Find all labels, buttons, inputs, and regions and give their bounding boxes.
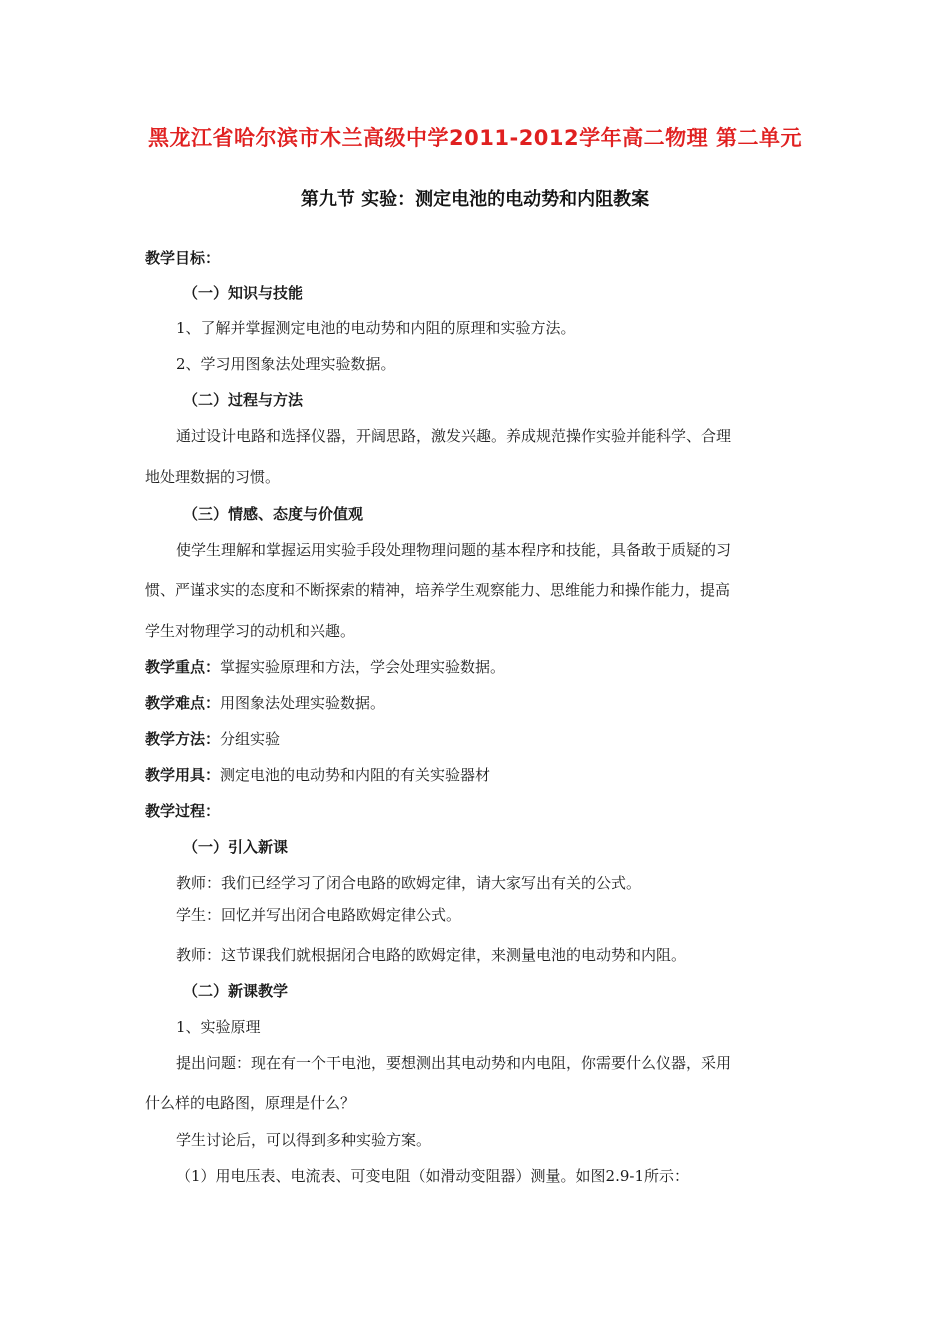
method-label: 教学方法：: [145, 730, 221, 748]
key-point-row: [145, 657, 505, 677]
goal3-text-line2: 惯、严谨求实的态度和不断探索的精神，培养学生观察能力、思维能力和操作能力，提高: [145, 581, 731, 599]
question-line2: 什么样的电路图，原理是什么？: [145, 1094, 356, 1112]
goal3-heading: （三）情感、态度与价值观: [183, 505, 364, 523]
goal3-text-line1: 使学生理解和掌握运用实验手段处理物理问题的基本程序和技能，具备敢于质疑的习: [176, 541, 732, 559]
process2-heading: （二）新课教学: [183, 982, 289, 1000]
goal3-text-line3: 学生对物理学习的动机和兴趣。: [145, 622, 356, 640]
student-line1: 学生：回忆并写出闭合电路欧姆定律公式。: [176, 906, 462, 924]
method-text: 分组实验: [220, 730, 281, 748]
process-heading: 教学过程：: [145, 802, 221, 820]
teacher-line1: 教师：我们已经学习了闭合电路的欧姆定律，请大家写出有关的公式。: [176, 874, 642, 892]
question-line1: 提出问题：现在有一个干电池，要想测出其电动势和内电阻，你需要什么仪器，采用: [176, 1054, 732, 1072]
method-row: [145, 729, 280, 749]
tools-label: 教学用具：: [145, 766, 221, 784]
principle-heading: 1、实验原理: [176, 1018, 261, 1036]
teacher-line2: 教师：这节课我们就根据闭合电路的欧姆定律，来测量电池的电动势和内阻。: [176, 946, 687, 964]
key-point-label: 教学重点：: [145, 658, 221, 676]
lesson-title: 第九节 实验：测定电池的电动势和内阻教案: [300, 189, 650, 210]
goals-heading: 教学目标：: [145, 249, 221, 267]
difficulty-text: 用图象法处理实验数据。: [220, 694, 386, 712]
scheme1-text: （1）用电压表、电流表、可变电阻（如滑动变阻器）测量。如图2.9-1所示：: [176, 1167, 690, 1185]
discussion-text: 学生讨论后，可以得到多种实验方案。: [176, 1131, 432, 1149]
goal2-text-line2: 地处理数据的习惯。: [145, 468, 281, 486]
key-point-text: 掌握实验原理和方法，学会处理实验数据。: [220, 658, 506, 676]
goal2-heading: （二）过程与方法: [183, 391, 304, 409]
goal1-item2: 2、学习用图象法处理实验数据。: [176, 355, 396, 373]
tools-row: [145, 765, 490, 785]
tools-text: 测定电池的电动势和内阻的有关实验器材: [220, 766, 491, 784]
goal1-item1: 1、了解并掌握测定电池的电动势和内阻的原理和实验方法。: [176, 319, 576, 337]
process1-heading: （一）引入新课: [183, 838, 289, 856]
difficulty-row: [145, 693, 385, 713]
goal1-heading: （一）知识与技能: [183, 284, 304, 302]
document-title: 黑龙江省哈尔滨市木兰高级中学2011-2012学年高二物理 第二单元: [148, 126, 802, 150]
goal2-text-line1: 通过设计电路和选择仪器，开阔思路，激发兴趣。养成规范操作实验并能科学、合理: [176, 427, 732, 445]
difficulty-label: 教学难点：: [145, 694, 221, 712]
